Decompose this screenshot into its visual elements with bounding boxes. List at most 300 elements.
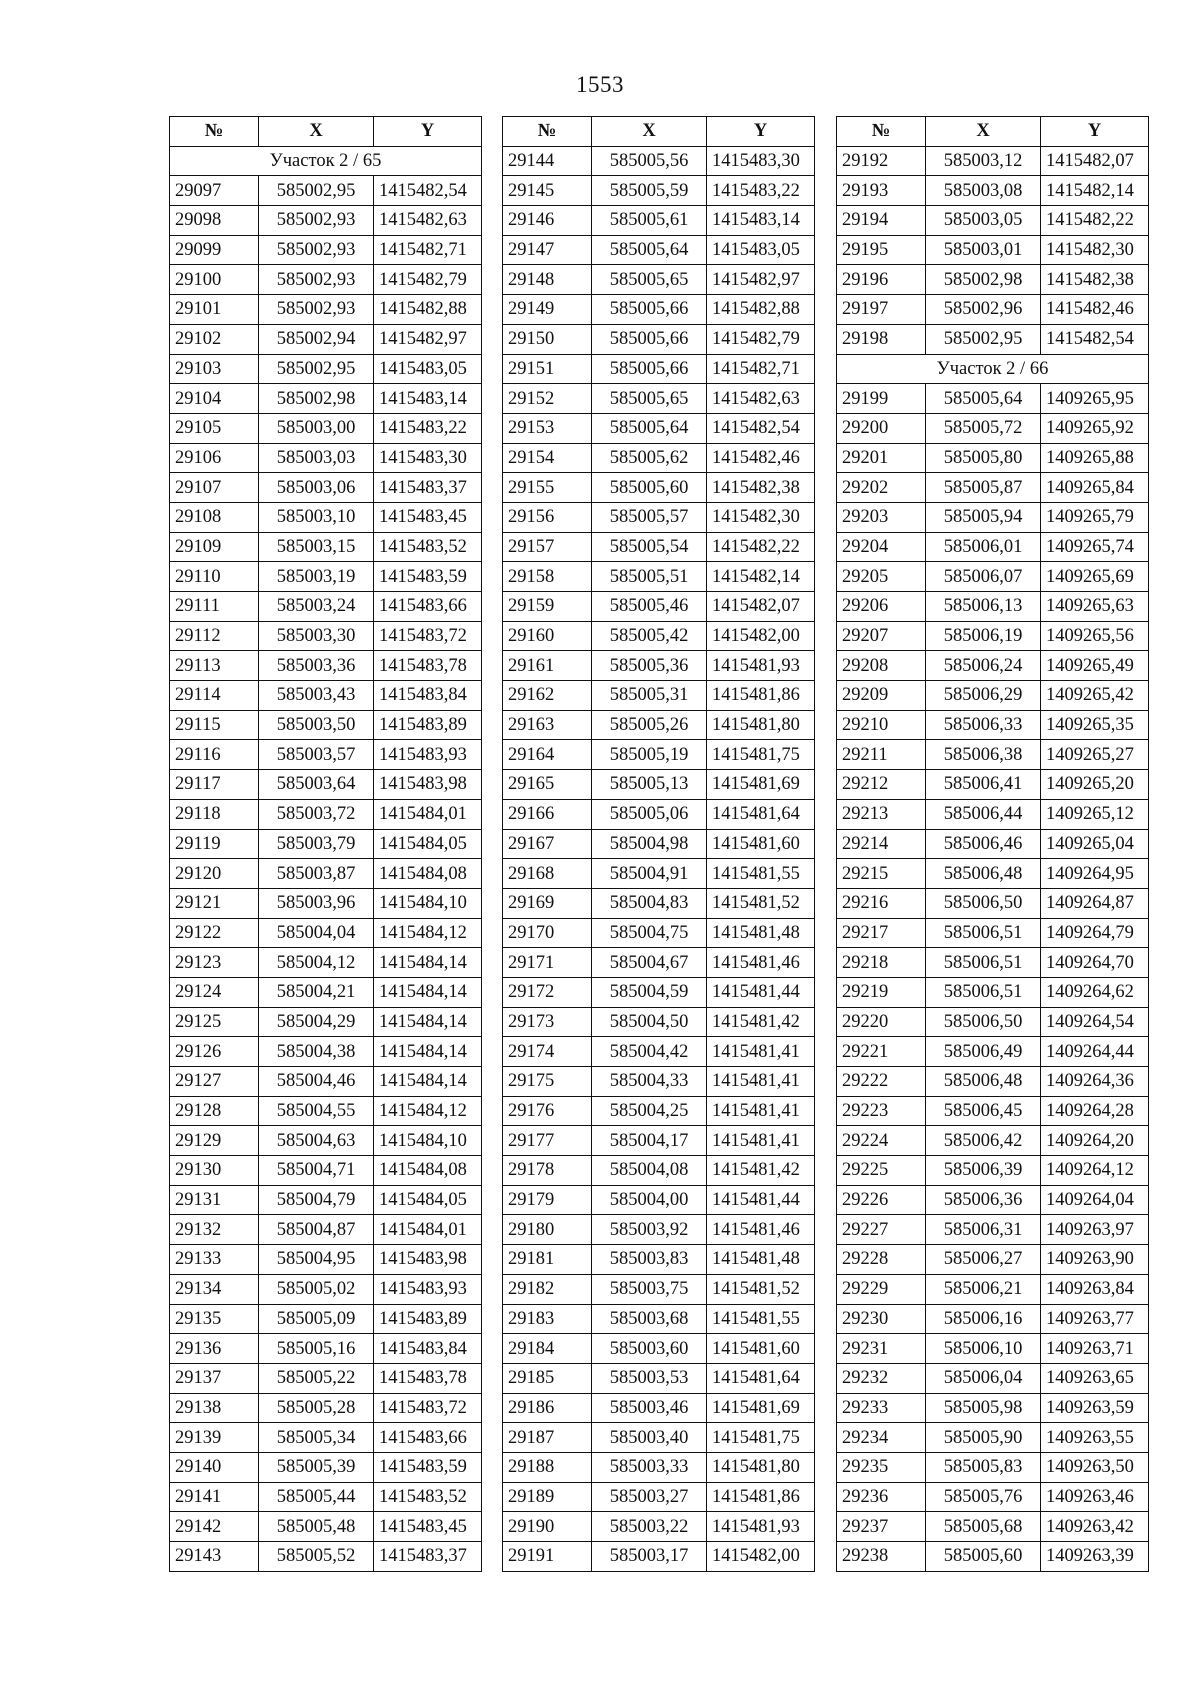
- point-number-cell: 29175: [503, 1067, 592, 1097]
- x-coordinate-cell: 585006,27: [926, 1245, 1041, 1275]
- y-coordinate-cell: 1409263,39: [1041, 1542, 1149, 1572]
- y-coordinate-cell: 1415481,41: [707, 1037, 815, 1067]
- y-coordinate-cell: 1409264,70: [1041, 948, 1149, 978]
- point-number-cell: 29103: [170, 354, 259, 384]
- y-coordinate-cell: 1415482,07: [707, 592, 815, 622]
- x-coordinate-cell: 585005,83: [926, 1452, 1041, 1482]
- y-coordinate-cell: 1409264,62: [1041, 977, 1149, 1007]
- point-number-cell: 29206: [837, 592, 926, 622]
- table-row: [503, 354, 815, 384]
- point-number-cell: 29238: [837, 1542, 926, 1572]
- table-row: [837, 1482, 1149, 1512]
- x-coordinate-cell: 585004,75: [592, 918, 707, 948]
- table-row: [170, 562, 482, 592]
- x-coordinate-cell: 585003,08: [926, 176, 1041, 206]
- table-row: [503, 295, 815, 325]
- point-number-cell: 29142: [170, 1512, 259, 1542]
- y-coordinate-cell: 1415484,08: [374, 859, 482, 889]
- point-number-cell: 29203: [837, 502, 926, 532]
- point-number-cell: 29141: [170, 1482, 259, 1512]
- x-coordinate-cell: 585005,19: [592, 740, 707, 770]
- y-coordinate-cell: 1415482,14: [707, 562, 815, 592]
- table-row: [837, 562, 1149, 592]
- y-coordinate-cell: 1415483,59: [374, 562, 482, 592]
- table-row: [170, 1452, 482, 1482]
- table-row: [837, 1215, 1149, 1245]
- point-number-cell: 29133: [170, 1245, 259, 1275]
- point-number-cell: 29102: [170, 324, 259, 354]
- table-row: [837, 621, 1149, 651]
- y-coordinate-cell: 1415481,86: [707, 681, 815, 711]
- coordinates-table: [836, 116, 1149, 1572]
- x-coordinate-cell: 585003,15: [259, 532, 374, 562]
- x-coordinate-cell: 585005,57: [592, 502, 707, 532]
- table-row: [837, 1274, 1149, 1304]
- y-coordinate-cell: 1415483,72: [374, 621, 482, 651]
- x-coordinate-cell: 585005,64: [592, 413, 707, 443]
- table-row: [170, 1215, 482, 1245]
- point-number-cell: 29208: [837, 651, 926, 681]
- point-number-cell: 29178: [503, 1156, 592, 1186]
- x-coordinate-cell: 585003,50: [259, 710, 374, 740]
- table-row: [170, 859, 482, 889]
- y-coordinate-cell: 1415484,14: [374, 1007, 482, 1037]
- x-coordinate-cell: 585002,98: [926, 265, 1041, 295]
- table-row: [503, 1096, 815, 1126]
- section-row: [837, 354, 1149, 384]
- y-coordinate-cell: 1415483,93: [374, 740, 482, 770]
- x-coordinate-cell: 585003,01: [926, 235, 1041, 265]
- table-row: [837, 146, 1149, 176]
- x-coordinate-cell: 585005,59: [592, 176, 707, 206]
- table-row: [837, 265, 1149, 295]
- point-number-cell: 29197: [837, 295, 926, 325]
- x-coordinate-cell: 585004,25: [592, 1096, 707, 1126]
- table-row: [837, 324, 1149, 354]
- y-coordinate-cell: 1409265,49: [1041, 651, 1149, 681]
- point-number-cell: 29163: [503, 710, 592, 740]
- x-coordinate-cell: 585006,48: [926, 859, 1041, 889]
- y-coordinate-cell: 1415481,44: [707, 1185, 815, 1215]
- x-coordinate-cell: 585004,55: [259, 1096, 374, 1126]
- y-coordinate-cell: 1409264,04: [1041, 1185, 1149, 1215]
- point-number-cell: 29100: [170, 265, 259, 295]
- table-row: [837, 502, 1149, 532]
- y-coordinate-cell: 1415482,54: [374, 176, 482, 206]
- x-coordinate-cell: 585004,42: [592, 1037, 707, 1067]
- y-coordinate-cell: 1409265,20: [1041, 770, 1149, 800]
- point-number-cell: 29184: [503, 1334, 592, 1364]
- x-coordinate-cell: 585005,09: [259, 1304, 374, 1334]
- point-number-cell: 29236: [837, 1482, 926, 1512]
- point-number-cell: 29194: [837, 206, 926, 236]
- point-number-cell: 29188: [503, 1452, 592, 1482]
- y-coordinate-cell: 1409265,27: [1041, 740, 1149, 770]
- y-coordinate-cell: 1415483,30: [374, 443, 482, 473]
- point-number-cell: 29111: [170, 592, 259, 622]
- table-row: [837, 295, 1149, 325]
- column-header-number: №: [837, 117, 926, 147]
- table-row: [837, 235, 1149, 265]
- x-coordinate-cell: 585005,87: [926, 473, 1041, 503]
- y-coordinate-cell: 1409264,28: [1041, 1096, 1149, 1126]
- x-coordinate-cell: 585003,79: [259, 829, 374, 859]
- table-row: [170, 1067, 482, 1097]
- y-coordinate-cell: 1415483,89: [374, 1304, 482, 1334]
- y-coordinate-cell: 1409265,12: [1041, 799, 1149, 829]
- x-coordinate-cell: 585006,31: [926, 1215, 1041, 1245]
- y-coordinate-cell: 1415481,55: [707, 1304, 815, 1334]
- y-coordinate-cell: 1415481,64: [707, 799, 815, 829]
- table-row: [837, 1423, 1149, 1453]
- y-coordinate-cell: 1415482,63: [374, 206, 482, 236]
- table-row: [837, 1185, 1149, 1215]
- table-row: [503, 770, 815, 800]
- table-row: [170, 1245, 482, 1275]
- y-coordinate-cell: 1415484,12: [374, 918, 482, 948]
- x-coordinate-cell: 585004,21: [259, 977, 374, 1007]
- x-coordinate-cell: 585003,17: [592, 1542, 707, 1572]
- table-row: [503, 1185, 815, 1215]
- x-coordinate-cell: 585006,29: [926, 681, 1041, 711]
- table-row: [503, 1156, 815, 1186]
- table-row: [503, 1245, 815, 1275]
- y-coordinate-cell: 1415481,48: [707, 918, 815, 948]
- point-number-cell: 29186: [503, 1393, 592, 1423]
- point-number-cell: 29173: [503, 1007, 592, 1037]
- y-coordinate-cell: 1415482,97: [707, 265, 815, 295]
- y-coordinate-cell: 1415484,14: [374, 977, 482, 1007]
- x-coordinate-cell: 585005,48: [259, 1512, 374, 1542]
- y-coordinate-cell: 1415481,93: [707, 651, 815, 681]
- x-coordinate-cell: 585003,12: [926, 146, 1041, 176]
- table-row: [837, 710, 1149, 740]
- table-row: [837, 1512, 1149, 1542]
- x-coordinate-cell: 585005,46: [592, 592, 707, 622]
- x-coordinate-cell: 585003,10: [259, 502, 374, 532]
- table-row: [837, 176, 1149, 206]
- point-number-cell: 29099: [170, 235, 259, 265]
- table-row: [503, 621, 815, 651]
- x-coordinate-cell: 585003,64: [259, 770, 374, 800]
- table-row: [170, 265, 482, 295]
- table-row: [503, 265, 815, 295]
- y-coordinate-cell: 1415483,05: [707, 235, 815, 265]
- point-number-cell: 29199: [837, 384, 926, 414]
- y-coordinate-cell: 1415481,64: [707, 1363, 815, 1393]
- point-number-cell: 29226: [837, 1185, 926, 1215]
- table-row: [170, 1542, 482, 1572]
- x-coordinate-cell: 585005,64: [926, 384, 1041, 414]
- point-number-cell: 29174: [503, 1037, 592, 1067]
- table-row: [837, 1067, 1149, 1097]
- y-coordinate-cell: 1409265,92: [1041, 413, 1149, 443]
- point-number-cell: 29231: [837, 1334, 926, 1364]
- table-row: [837, 473, 1149, 503]
- x-coordinate-cell: 585005,62: [592, 443, 707, 473]
- y-coordinate-cell: 1415481,41: [707, 1096, 815, 1126]
- point-number-cell: 29121: [170, 888, 259, 918]
- table-row: [170, 918, 482, 948]
- y-coordinate-cell: 1415484,01: [374, 1215, 482, 1245]
- y-coordinate-cell: 1415481,42: [707, 1156, 815, 1186]
- point-number-cell: 29148: [503, 265, 592, 295]
- table-row: [503, 324, 815, 354]
- table-row: [503, 146, 815, 176]
- y-coordinate-cell: 1409265,95: [1041, 384, 1149, 414]
- table-row: [837, 1245, 1149, 1275]
- x-coordinate-cell: 585005,94: [926, 502, 1041, 532]
- x-coordinate-cell: 585002,98: [259, 384, 374, 414]
- x-coordinate-cell: 585004,87: [259, 1215, 374, 1245]
- x-coordinate-cell: 585004,67: [592, 948, 707, 978]
- y-coordinate-cell: 1409264,54: [1041, 1007, 1149, 1037]
- x-coordinate-cell: 585005,22: [259, 1363, 374, 1393]
- table-row: [170, 235, 482, 265]
- y-coordinate-cell: 1415481,46: [707, 948, 815, 978]
- x-coordinate-cell: 585003,27: [592, 1482, 707, 1512]
- table-row: [170, 1304, 482, 1334]
- point-number-cell: 29227: [837, 1215, 926, 1245]
- point-number-cell: 29185: [503, 1363, 592, 1393]
- table-row: [837, 384, 1149, 414]
- y-coordinate-cell: 1409265,42: [1041, 681, 1149, 711]
- point-number-cell: 29106: [170, 443, 259, 473]
- point-number-cell: 29229: [837, 1274, 926, 1304]
- table-row: [503, 829, 815, 859]
- x-coordinate-cell: 585005,72: [926, 413, 1041, 443]
- x-coordinate-cell: 585006,41: [926, 770, 1041, 800]
- x-coordinate-cell: 585004,83: [592, 888, 707, 918]
- y-coordinate-cell: 1415482,71: [374, 235, 482, 265]
- y-coordinate-cell: 1415483,30: [707, 146, 815, 176]
- x-coordinate-cell: 585006,42: [926, 1126, 1041, 1156]
- y-coordinate-cell: 1409263,46: [1041, 1482, 1149, 1512]
- point-number-cell: 29150: [503, 324, 592, 354]
- y-coordinate-cell: 1415482,00: [707, 1542, 815, 1572]
- x-coordinate-cell: 585005,31: [592, 681, 707, 711]
- x-coordinate-cell: 585006,19: [926, 621, 1041, 651]
- table-row: [837, 770, 1149, 800]
- x-coordinate-cell: 585004,95: [259, 1245, 374, 1275]
- point-number-cell: 29182: [503, 1274, 592, 1304]
- x-coordinate-cell: 585004,98: [592, 829, 707, 859]
- point-number-cell: 29097: [170, 176, 259, 206]
- table-row: [170, 324, 482, 354]
- point-number-cell: 29221: [837, 1037, 926, 1067]
- x-coordinate-cell: 585004,79: [259, 1185, 374, 1215]
- point-number-cell: 29172: [503, 977, 592, 1007]
- x-coordinate-cell: 585006,21: [926, 1274, 1041, 1304]
- y-coordinate-cell: 1415482,14: [1041, 176, 1149, 206]
- y-coordinate-cell: 1415483,78: [374, 1363, 482, 1393]
- point-number-cell: 29117: [170, 770, 259, 800]
- point-number-cell: 29139: [170, 1423, 259, 1453]
- y-coordinate-cell: 1409263,55: [1041, 1423, 1149, 1453]
- table-row: [170, 888, 482, 918]
- table-row: [503, 1274, 815, 1304]
- y-coordinate-cell: 1415483,98: [374, 1245, 482, 1275]
- table-row: [503, 473, 815, 503]
- y-coordinate-cell: 1415481,55: [707, 859, 815, 889]
- point-number-cell: 29212: [837, 770, 926, 800]
- x-coordinate-cell: 585006,44: [926, 799, 1041, 829]
- y-coordinate-cell: 1409265,88: [1041, 443, 1149, 473]
- table-row: [170, 1037, 482, 1067]
- x-coordinate-cell: 585003,22: [592, 1512, 707, 1542]
- x-coordinate-cell: 585005,60: [926, 1542, 1041, 1572]
- y-coordinate-cell: 1415482,30: [1041, 235, 1149, 265]
- point-number-cell: 29183: [503, 1304, 592, 1334]
- x-coordinate-cell: 585005,44: [259, 1482, 374, 1512]
- x-coordinate-cell: 585004,59: [592, 977, 707, 1007]
- x-coordinate-cell: 585004,46: [259, 1067, 374, 1097]
- point-number-cell: 29119: [170, 829, 259, 859]
- x-coordinate-cell: 585004,17: [592, 1126, 707, 1156]
- y-coordinate-cell: 1415482,38: [1041, 265, 1149, 295]
- x-coordinate-cell: 585003,83: [592, 1245, 707, 1275]
- point-number-cell: 29213: [837, 799, 926, 829]
- column-header-number: №: [170, 117, 259, 147]
- point-number-cell: 29214: [837, 829, 926, 859]
- x-coordinate-cell: 585005,16: [259, 1334, 374, 1364]
- point-number-cell: 29205: [837, 562, 926, 592]
- point-number-cell: 29191: [503, 1542, 592, 1572]
- x-coordinate-cell: 585006,04: [926, 1363, 1041, 1393]
- point-number-cell: 29104: [170, 384, 259, 414]
- y-coordinate-cell: 1415482,88: [707, 295, 815, 325]
- y-coordinate-cell: 1415483,45: [374, 1512, 482, 1542]
- x-coordinate-cell: 585005,64: [592, 235, 707, 265]
- table-row: [503, 681, 815, 711]
- x-coordinate-cell: 585005,42: [592, 621, 707, 651]
- coordinates-table: [169, 116, 482, 1572]
- table-row: [170, 1512, 482, 1542]
- x-coordinate-cell: 585003,96: [259, 888, 374, 918]
- table-row: [837, 799, 1149, 829]
- y-coordinate-cell: 1409265,69: [1041, 562, 1149, 592]
- table-row: [503, 1304, 815, 1334]
- table-row: [170, 948, 482, 978]
- section-title: Участок 2 / 65: [170, 146, 482, 176]
- x-coordinate-cell: 585005,28: [259, 1393, 374, 1423]
- column-header-y: Y: [374, 117, 482, 147]
- table-row: [837, 206, 1149, 236]
- x-coordinate-cell: 585003,05: [926, 206, 1041, 236]
- table-row: [503, 1512, 815, 1542]
- y-coordinate-cell: 1415481,60: [707, 829, 815, 859]
- y-coordinate-cell: 1415482,46: [1041, 295, 1149, 325]
- point-number-cell: 29161: [503, 651, 592, 681]
- table-row: [170, 770, 482, 800]
- y-coordinate-cell: 1409264,44: [1041, 1037, 1149, 1067]
- point-number-cell: 29157: [503, 532, 592, 562]
- table-row: [170, 1126, 482, 1156]
- table-row: [503, 977, 815, 1007]
- y-coordinate-cell: 1409263,59: [1041, 1393, 1149, 1423]
- point-number-cell: 29116: [170, 740, 259, 770]
- x-coordinate-cell: 585004,91: [592, 859, 707, 889]
- table-row: [170, 1185, 482, 1215]
- y-coordinate-cell: 1415481,41: [707, 1067, 815, 1097]
- table-row: [503, 532, 815, 562]
- x-coordinate-cell: 585005,90: [926, 1423, 1041, 1453]
- x-coordinate-cell: 585006,51: [926, 918, 1041, 948]
- y-coordinate-cell: 1415483,14: [374, 384, 482, 414]
- y-coordinate-cell: 1415482,88: [374, 295, 482, 325]
- y-coordinate-cell: 1409264,36: [1041, 1067, 1149, 1097]
- x-coordinate-cell: 585003,06: [259, 473, 374, 503]
- x-coordinate-cell: 585003,46: [592, 1393, 707, 1423]
- point-number-cell: 29153: [503, 413, 592, 443]
- y-coordinate-cell: 1415481,69: [707, 1393, 815, 1423]
- table-row: [170, 473, 482, 503]
- x-coordinate-cell: 585005,80: [926, 443, 1041, 473]
- y-coordinate-cell: 1409264,79: [1041, 918, 1149, 948]
- point-number-cell: 29189: [503, 1482, 592, 1512]
- y-coordinate-cell: 1415484,05: [374, 829, 482, 859]
- point-number-cell: 29143: [170, 1542, 259, 1572]
- table-row: [503, 235, 815, 265]
- x-coordinate-cell: 585006,16: [926, 1304, 1041, 1334]
- point-number-cell: 29145: [503, 176, 592, 206]
- y-coordinate-cell: 1415481,52: [707, 888, 815, 918]
- point-number-cell: 29232: [837, 1363, 926, 1393]
- point-number-cell: 29131: [170, 1185, 259, 1215]
- point-number-cell: 29219: [837, 977, 926, 1007]
- table-row: [170, 443, 482, 473]
- table-row: [503, 1334, 815, 1364]
- point-number-cell: 29107: [170, 473, 259, 503]
- column-header-x: X: [259, 117, 374, 147]
- y-coordinate-cell: 1415483,59: [374, 1452, 482, 1482]
- table-row: [170, 1156, 482, 1186]
- table-row: [837, 859, 1149, 889]
- point-number-cell: 29156: [503, 502, 592, 532]
- point-number-cell: 29234: [837, 1423, 926, 1453]
- x-coordinate-cell: 585002,95: [259, 354, 374, 384]
- point-number-cell: 29128: [170, 1096, 259, 1126]
- y-coordinate-cell: 1415484,14: [374, 1067, 482, 1097]
- x-coordinate-cell: 585003,36: [259, 651, 374, 681]
- table-row: [837, 1126, 1149, 1156]
- x-coordinate-cell: 585005,52: [259, 1542, 374, 1572]
- x-coordinate-cell: 585006,50: [926, 888, 1041, 918]
- y-coordinate-cell: 1409265,84: [1041, 473, 1149, 503]
- x-coordinate-cell: 585002,95: [926, 324, 1041, 354]
- point-number-cell: 29144: [503, 146, 592, 176]
- point-number-cell: 29171: [503, 948, 592, 978]
- x-coordinate-cell: 585006,48: [926, 1067, 1041, 1097]
- table-row: [503, 1452, 815, 1482]
- y-coordinate-cell: 1415484,05: [374, 1185, 482, 1215]
- point-number-cell: 29113: [170, 651, 259, 681]
- x-coordinate-cell: 585005,65: [592, 384, 707, 414]
- y-coordinate-cell: 1415482,97: [374, 324, 482, 354]
- column-header-x: X: [926, 117, 1041, 147]
- point-number-cell: 29228: [837, 1245, 926, 1275]
- table-row: [503, 948, 815, 978]
- y-coordinate-cell: 1415483,14: [707, 206, 815, 236]
- y-coordinate-cell: 1409264,95: [1041, 859, 1149, 889]
- point-number-cell: 29180: [503, 1215, 592, 1245]
- x-coordinate-cell: 585003,92: [592, 1215, 707, 1245]
- table-row: [503, 1215, 815, 1245]
- y-coordinate-cell: 1415483,05: [374, 354, 482, 384]
- x-coordinate-cell: 585005,61: [592, 206, 707, 236]
- x-coordinate-cell: 585004,71: [259, 1156, 374, 1186]
- table-row: [170, 592, 482, 622]
